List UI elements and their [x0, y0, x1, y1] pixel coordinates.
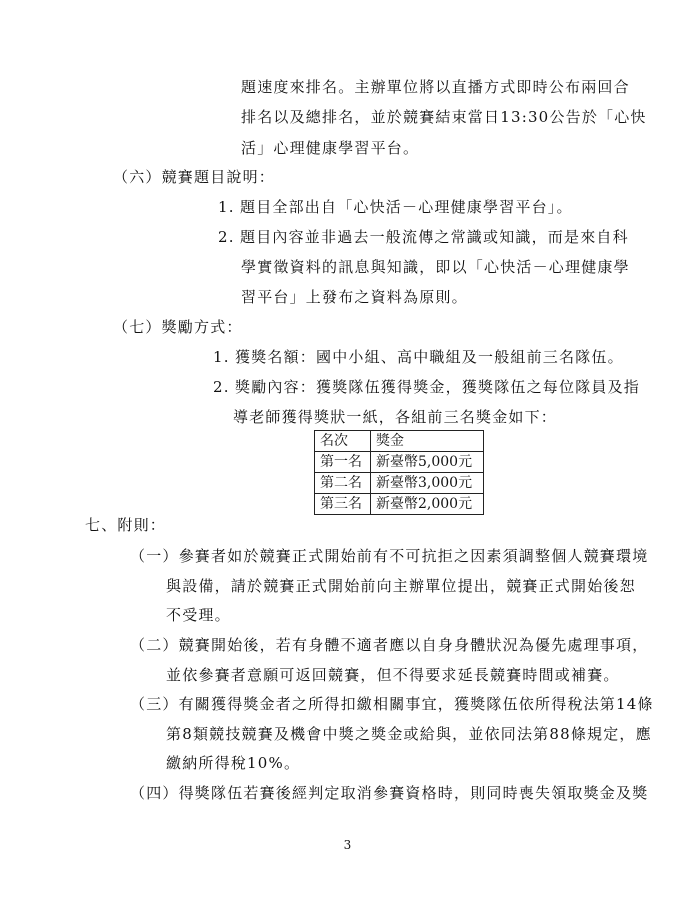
body-text-line: （一）參賽者如於競賽正式開始前有不可抗拒之因素須調整個人競賽環境: [130, 547, 649, 565]
list-item: [218, 226, 629, 248]
table-header-cell: 獎金: [371, 431, 484, 452]
list-item: [213, 376, 640, 398]
page-number: 3: [343, 838, 352, 852]
body-text-line: 題速度來排名。主辦單位將以直播方式即時公布兩回合: [241, 78, 630, 96]
chapter-7-heading: 七、附則：: [85, 516, 167, 534]
table-row: [315, 473, 484, 494]
body-text-line: 繳納所得稅10%。: [166, 754, 301, 772]
table-cell: 新臺幣3,000元: [371, 473, 484, 494]
table-cell: 第三名: [315, 494, 371, 515]
body-text-line: 題目全部出自「心快活－心理健康學習平台」。: [240, 198, 573, 216]
table-cell: 第二名: [315, 473, 371, 494]
table-header-row: [315, 431, 484, 452]
table-row: [315, 452, 484, 473]
section-7-heading: （七）獎勵方式：: [113, 318, 243, 336]
body-text-line: 題目內容並非過去一般流傳之常識或知識，而是來自科: [240, 228, 629, 246]
list-item: [213, 346, 624, 368]
body-text-line: 學實徵資料的訊息與知識，即以「心快活－心理健康學: [241, 258, 630, 276]
prize-table: [314, 430, 484, 515]
table-cell: 新臺幣2,000元: [371, 494, 484, 515]
body-text-line: 與設備，請於競賽正式開始前向主辦單位提出，競賽正式開始後恕: [166, 577, 636, 595]
list-number: 2.: [218, 228, 235, 246]
body-text-line: 不受理。: [166, 606, 231, 624]
list-item: [218, 196, 573, 218]
body-text-line: 活」心理健康學習平台。: [241, 139, 420, 157]
body-text-line: 第8類競技競賽及機會中獎之獎金或給與，並依同法第88條規定，應: [166, 725, 652, 743]
body-text-line: 排名以及總排名，並於競賽結束當日13:30公告於「心快: [241, 108, 647, 126]
body-text-line: 獲獎名額：國中小組、高中職組及一般組前三名隊伍。: [235, 348, 624, 366]
list-number: 2.: [213, 378, 230, 396]
body-text-line: （三）有關獲得獎金者之所得扣繳相關事宜，獲獎隊伍依所得稅法第14條: [130, 695, 654, 713]
body-text-line: 獎勵內容：獲獎隊伍獲得獎金，獲獎隊伍之每位隊員及指: [235, 378, 641, 396]
body-text-line: 並依參賽者意願可返回競賽，但不得要求延長競賽時間或補賽。: [166, 666, 620, 684]
table-header-cell: 名次: [315, 431, 371, 452]
list-number: 1.: [218, 198, 235, 216]
table-cell: 新臺幣5,000元: [371, 452, 484, 473]
body-text-line: 導老師獲得獎狀一紙，各組前三名獎金如下：: [233, 408, 558, 426]
body-text-line: （四）得獎隊伍若賽後經判定取消參賽資格時，則同時喪失領取獎金及獎: [130, 784, 649, 802]
table-cell: 第一名: [315, 452, 371, 473]
body-text-line: 習平台」上發布之資料為原則。: [241, 288, 468, 306]
table-row: [315, 494, 484, 515]
section-6-heading: （六）競賽題目說明：: [113, 168, 276, 186]
list-number: 1.: [213, 348, 230, 366]
body-text-line: （二）競賽開始後，若有身體不適者應以自身身體狀況為優先處理事項，: [130, 636, 649, 654]
